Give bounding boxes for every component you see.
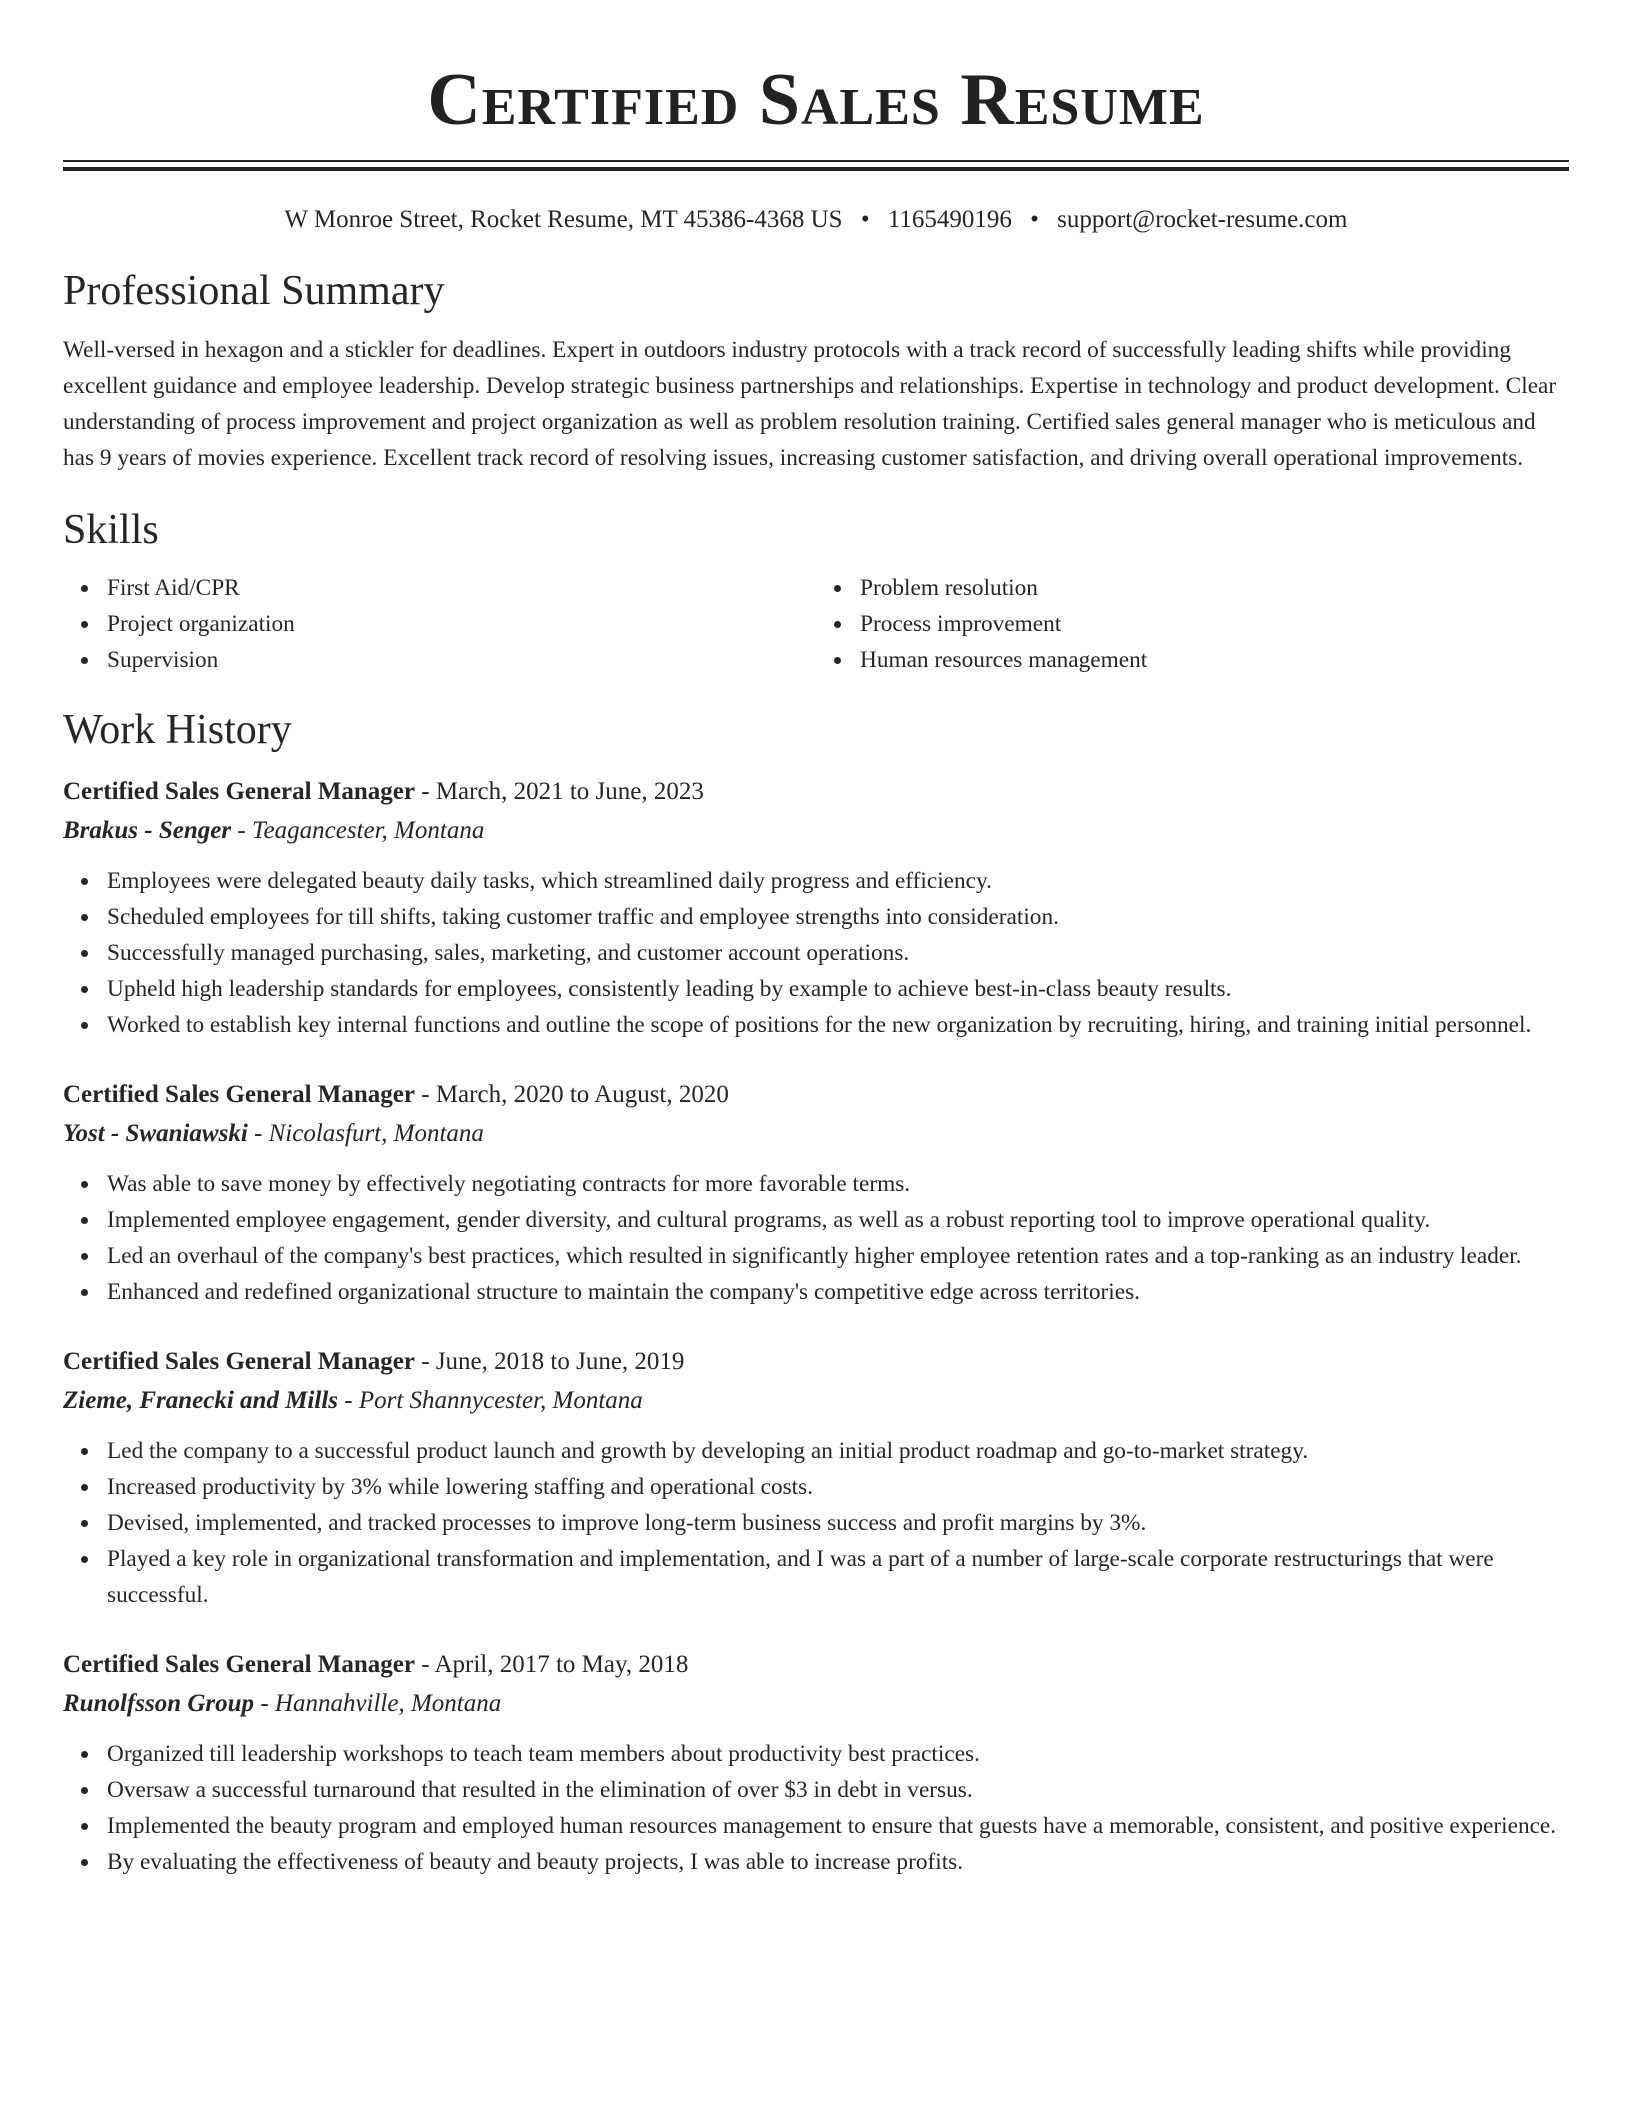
job-dates: - March, 2020 to August, 2020 [415,1081,729,1108]
job-bullet: Oversaw a successful turnaround that resulted in the elimination of over $3 in debt in versus. [107,1772,1569,1808]
skill-item: Human resources management [860,642,1569,678]
job-company: Runolfsson Group [63,1690,255,1717]
resume-title: Certified Sales Resume [427,59,1205,141]
job-bullets [63,1433,1569,1613]
job-location: - Port Shannycester, Montana [338,1387,643,1414]
contact-separator: • [860,206,870,233]
job-company: Zieme, Franecki and Mills [63,1387,338,1414]
job-bullet: Was able to save money by effectively negotiating contracts for more favorable terms. [107,1166,1569,1202]
skills-column-right [816,570,1569,678]
job-title-line [63,772,1569,811]
job-bullet: Employees were delegated beauty daily tasks, which streamlined daily progress and efficiency. [107,863,1569,899]
job-role: Certified Sales General Manager [63,1348,415,1375]
job-bullet: Increased productivity by 3% while lowering staffing and operational costs. [107,1469,1569,1505]
job-entry [63,772,1569,1043]
job-bullet: Enhanced and redefined organizational structure to maintain the company's competitive edge across territories. [107,1274,1569,1310]
job-bullet: Successfully managed purchasing, sales, marketing, and customer account operations. [107,935,1569,971]
contact-line [63,205,1569,235]
job-company-line [63,811,1569,850]
job-role: Certified Sales General Manager [63,1081,415,1108]
job-bullet: Devised, implemented, and tracked processes to improve long-term business success and profit margins by 3%. [107,1505,1569,1541]
title-divider [63,160,1569,171]
job-bullet: Organized till leadership workshops to teach team members about productivity best practices. [107,1736,1569,1772]
job-entry [63,1342,1569,1613]
contact-phone: 1165490196 [887,206,1012,233]
job-bullet: Played a key role in organizational transformation and implementation, and I was a part of a number of large-scale corporate restructurings that were successful. [107,1541,1569,1613]
job-bullet: Led the company to a successful product launch and growth by developing an initial product roadmap and go-to-market strategy. [107,1433,1569,1469]
job-bullets [63,1166,1569,1310]
job-company-line [63,1684,1569,1723]
job-role: Certified Sales General Manager [63,778,415,805]
job-location: - Hannahville, Montana [254,1690,502,1717]
job-company: Yost - Swaniawski [63,1120,248,1147]
skills-list [63,570,1569,678]
job-company: Brakus - Senger [63,817,232,844]
job-bullet: By evaluating the effectiveness of beauty and beauty projects, I was able to increase profits. [107,1844,1569,1880]
skill-item: Process improvement [860,606,1569,642]
job-dates: - April, 2017 to May, 2018 [415,1651,689,1678]
job-entry [63,1075,1569,1310]
job-dates: - March, 2021 to June, 2023 [415,778,704,805]
job-role: Certified Sales General Manager [63,1651,415,1678]
contact-separator: • [1030,206,1039,233]
skill-item: First Aid/CPR [107,570,816,606]
job-title-line [63,1075,1569,1114]
skill-item: Problem resolution [860,570,1569,606]
job-company-line [63,1381,1569,1420]
job-bullet: Implemented employee engagement, gender diversity, and cultural programs, as well as a robust reporting tool to improve operational quality. [107,1202,1569,1238]
skill-item: Supervision [107,642,816,678]
skills-heading: Skills [63,507,159,553]
skills-column-left [63,570,816,678]
job-bullet: Implemented the beauty program and employed human resources management to ensure that guests have a memorable, consistent, and positive experience. [107,1808,1569,1844]
contact-address: W Monroe Street, Rocket Resume, MT 45386-4368 US [284,206,843,233]
job-bullets [63,1736,1569,1880]
job-bullet: Scheduled employees for till shifts, taking customer traffic and employee strengths into consideration. [107,899,1569,935]
contact-email: support@rocket-resume.com [1057,206,1348,233]
summary-text: Well-versed in hexagon and a stickler for deadlines. Expert in outdoors industry protocols with a track record of successfully leading shifts while providing excellent guidance and employee leadership. Develop strategic business partnerships and relationships. Expertise in technology and product development. Clear understanding of process improvement and project organization as well as problem resolution training. Certified sales general manager who is meticulous and has 9 years of movies experience. Excellent track record of resolving issues, increasing customer satisfaction, and driving overall operational improvements. [63,337,1557,471]
skill-item: Project organization [107,606,816,642]
summary-heading: Professional Summary [63,268,445,314]
job-bullet: Upheld high leadership standards for employees, consistently leading by example to achieve best-in-class beauty results. [107,971,1569,1007]
job-company-line [63,1114,1569,1153]
job-location: - Teagancester, Montana [231,817,485,844]
job-title-line [63,1645,1569,1684]
job-entry [63,1645,1569,1880]
job-bullet: Worked to establish key internal functions and outline the scope of positions for the new organization by recruiting, hiring, and training initial personnel. [107,1007,1569,1043]
job-title-line [63,1342,1569,1381]
work-history-heading: Work History [63,707,292,753]
job-bullet: Led an overhaul of the company's best practices, which resulted in significantly higher employee retention rates and a top-ranking as an industry leader. [107,1238,1569,1274]
job-location: - Nicolasfurt, Montana [247,1120,484,1147]
job-bullets [63,863,1569,1043]
job-dates: - June, 2018 to June, 2019 [415,1348,685,1375]
